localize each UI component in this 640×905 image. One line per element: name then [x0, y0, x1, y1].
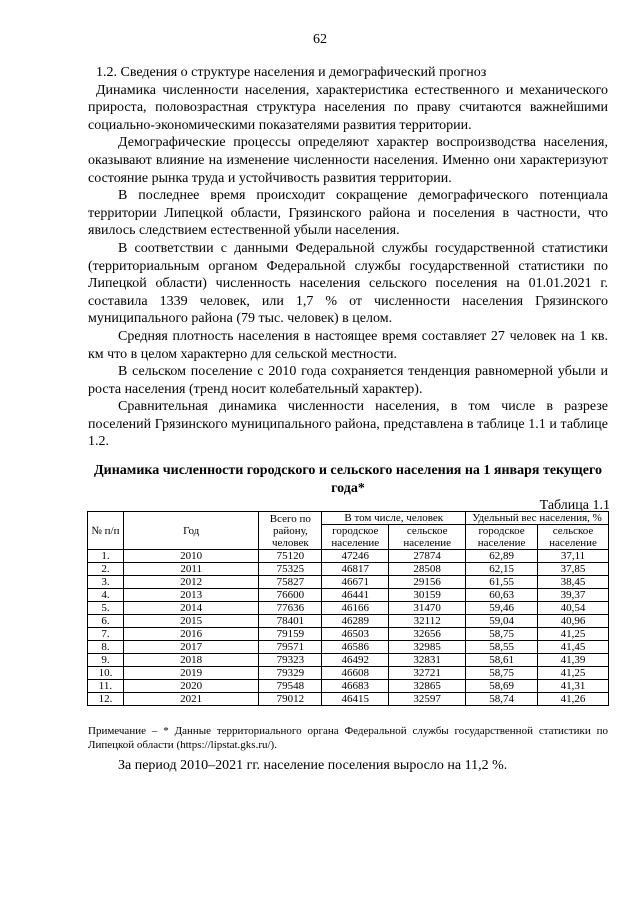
cell-year: 2014	[123, 602, 259, 615]
cell-total: 79548	[259, 680, 322, 693]
table-row	[88, 563, 609, 576]
cell-rural-share: 41,25	[538, 667, 609, 680]
table-row	[88, 602, 609, 615]
cell-urban-share: 61,55	[466, 576, 538, 589]
cell-year: 2010	[123, 550, 259, 563]
cell-total: 79012	[259, 693, 322, 706]
paragraph: Средняя плотность населения в настоящее время составляет 27 человек на 1 кв. км что в целом характерно для сельской местности.	[88, 328, 608, 362]
cell-urban-share: 62,89	[466, 550, 538, 563]
cell-urban-share: 58,69	[466, 680, 538, 693]
cell-rural-share: 40,96	[538, 615, 609, 628]
cell-num: 4.	[88, 589, 124, 602]
cell-year: 2015	[123, 615, 259, 628]
cell-year: 2017	[123, 641, 259, 654]
cell-rural: 32656	[389, 628, 466, 641]
cell-rural-share: 38,45	[538, 576, 609, 589]
cell-rural: 32112	[389, 615, 466, 628]
cell-rural-share: 41,45	[538, 641, 609, 654]
cell-num: 7.	[88, 628, 124, 641]
header-incl-group: В том числе, человек	[322, 512, 466, 525]
cell-rural-share: 39,37	[538, 589, 609, 602]
cell-year: 2019	[123, 667, 259, 680]
closing-text: За период 2010–2021 гг. население поселения выросло на 11,2 %.	[118, 758, 508, 773]
cell-total: 78401	[259, 615, 322, 628]
population-table	[87, 511, 609, 706]
cell-urban: 47246	[322, 550, 389, 563]
cell-num: 6.	[88, 615, 124, 628]
cell-urban: 46608	[322, 667, 389, 680]
cell-num: 11.	[88, 680, 124, 693]
cell-rural: 32865	[389, 680, 466, 693]
cell-urban: 46503	[322, 628, 389, 641]
cell-rural: 32985	[389, 641, 466, 654]
header-total: Всего по району, человек	[259, 512, 322, 550]
cell-rural-share: 41,39	[538, 654, 609, 667]
table-row	[88, 576, 609, 589]
cell-rural: 31470	[389, 602, 466, 615]
header-num: № п/п	[88, 512, 124, 550]
header-year: Год	[123, 512, 259, 550]
cell-urban: 46671	[322, 576, 389, 589]
table-row	[88, 680, 609, 693]
cell-urban: 46289	[322, 615, 389, 628]
header-urban: городское население	[322, 525, 389, 550]
cell-total: 79159	[259, 628, 322, 641]
cell-total: 77636	[259, 602, 322, 615]
section-heading: 1.2. Сведения о структуре населения и демографический прогноз	[96, 65, 487, 80]
cell-urban: 46415	[322, 693, 389, 706]
cell-num: 10.	[88, 667, 124, 680]
cell-num: 8.	[88, 641, 124, 654]
cell-urban: 46817	[322, 563, 389, 576]
table-body	[88, 550, 609, 706]
paragraph: В соответствии с данными Федеральной службы государственной статистики (территориальным органом Федеральной службы государственной статистики по Липецкой области) численность населения сельского поселения на 01.01.2021 г. составила 1339 человек, или 1,7 % от численности населения Грязинского муниципального района (79 тыс. человек) в целом.	[88, 240, 608, 327]
cell-total: 75827	[259, 576, 322, 589]
page-number: 62	[313, 32, 327, 47]
cell-total: 79329	[259, 667, 322, 680]
cell-urban: 46683	[322, 680, 389, 693]
cell-total: 75120	[259, 550, 322, 563]
cell-urban-share: 58,75	[466, 667, 538, 680]
cell-total: 76600	[259, 589, 322, 602]
cell-year: 2013	[123, 589, 259, 602]
cell-num: 5.	[88, 602, 124, 615]
cell-num: 3.	[88, 576, 124, 589]
table-row	[88, 550, 609, 563]
body-text	[88, 64, 608, 451]
header-rural: сельское население	[389, 525, 466, 550]
cell-num: 12.	[88, 693, 124, 706]
table-label: Таблица 1.1	[539, 498, 610, 513]
cell-rural-share: 37,85	[538, 563, 609, 576]
table-title: Динамика численности городского и сельского населения на 1 января текущего года*	[94, 463, 602, 496]
cell-rural-share: 41,31	[538, 680, 609, 693]
cell-num: 1.	[88, 550, 124, 563]
cell-year: 2018	[123, 654, 259, 667]
cell-rural-share: 40,54	[538, 602, 609, 615]
cell-total: 79571	[259, 641, 322, 654]
cell-urban: 46166	[322, 602, 389, 615]
cell-urban-share: 59,46	[466, 602, 538, 615]
cell-num: 2.	[88, 563, 124, 576]
cell-urban-share: 58,55	[466, 641, 538, 654]
cell-rural-share: 37,11	[538, 550, 609, 563]
cell-urban-share: 60,63	[466, 589, 538, 602]
cell-rural: 30159	[389, 589, 466, 602]
cell-year: 2021	[123, 693, 259, 706]
cell-year: 2011	[123, 563, 259, 576]
paragraph: Динамика численности населения, характеристика естественного и механического прироста, половозрастная структура населения по праву считаются важнейшими социально-экономическими показателями развития территории.	[88, 82, 608, 133]
cell-urban-share: 62,15	[466, 563, 538, 576]
cell-urban: 46492	[322, 654, 389, 667]
header-rural-share: сельское население	[538, 525, 609, 550]
cell-urban: 46441	[322, 589, 389, 602]
table-row	[88, 641, 609, 654]
cell-urban-share: 58,75	[466, 628, 538, 641]
cell-urban-share: 58,61	[466, 654, 538, 667]
cell-num: 9.	[88, 654, 124, 667]
cell-total: 79323	[259, 654, 322, 667]
header-urban-share: городское население	[466, 525, 538, 550]
cell-rural: 32831	[389, 654, 466, 667]
cell-rural: 28508	[389, 563, 466, 576]
table-row	[88, 589, 609, 602]
cell-rural: 32721	[389, 667, 466, 680]
cell-urban: 46586	[322, 641, 389, 654]
paragraph: Демографические процессы определяют характер воспроизводства населения, оказывают влияние на изменение численности населения. Именно они характеризуют состояние рынка труда и устойчивость развития территории.	[88, 135, 608, 186]
cell-urban-share: 58,74	[466, 693, 538, 706]
cell-rural: 29156	[389, 576, 466, 589]
cell-total: 75325	[259, 563, 322, 576]
header-share-group: Удельный вес населения, %	[466, 512, 609, 525]
cell-rural: 27874	[389, 550, 466, 563]
cell-year: 2016	[123, 628, 259, 641]
paragraph: Сравнительная динамика численности населения, в том числе в разрезе поселений Грязинского муниципального района, представлена в таблице 1.1 и таблице 1.2.	[88, 399, 608, 450]
cell-year: 2012	[123, 576, 259, 589]
cell-rural: 32597	[389, 693, 466, 706]
table-row	[88, 693, 609, 706]
table-row	[88, 615, 609, 628]
table-row	[88, 654, 609, 667]
table-row	[88, 628, 609, 641]
table-row	[88, 667, 609, 680]
cell-rural-share: 41,25	[538, 628, 609, 641]
cell-urban-share: 59,04	[466, 615, 538, 628]
paragraph: В сельском поселение с 2010 года сохраняется тенденция равномерной убыли и роста населения (тренд носит колебательный характер).	[88, 364, 608, 397]
paragraph: В последнее время происходит сокращение демографического потенциала территории Липецкой области, Грязинского района и поселения в частности, что явилось следствием естественной убыли населения.	[88, 188, 608, 239]
table-note: Примечание – * Данные территориального органа Федеральной службы государственной статистики по Липецкой области (https://lipstat.gks.ru/).	[88, 725, 608, 751]
cell-year: 2020	[123, 680, 259, 693]
cell-rural-share: 41,26	[538, 693, 609, 706]
